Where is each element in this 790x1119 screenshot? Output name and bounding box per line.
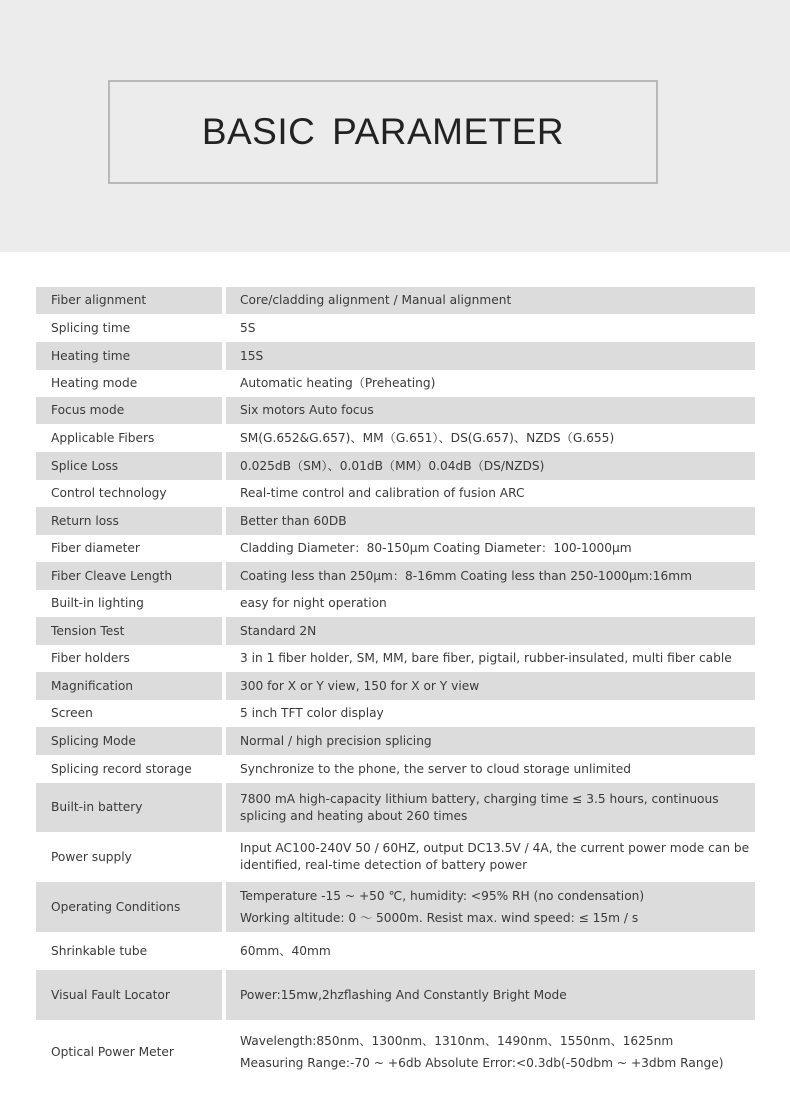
spec-value-lines (240, 761, 631, 778)
spec-label: Tension Test (36, 617, 222, 645)
spec-row (36, 424, 755, 452)
spec-value (226, 397, 755, 424)
spec-value-line: 7800 mA high-capacity lithium battery, charging time ≤ 3.5 hours, continuous splicing and heating about 260 times (240, 791, 719, 823)
spec-value-lines (240, 568, 692, 585)
spec-label: Splicing time (51, 320, 131, 335)
spec-value (226, 424, 755, 452)
spec-value (226, 755, 755, 783)
spec-value-line: Normal / high precision splicing (240, 733, 432, 748)
spec-value (226, 932, 755, 970)
spec-row (36, 727, 755, 755)
spec-row (36, 783, 755, 832)
spec-value (226, 645, 755, 672)
spec-value (226, 452, 755, 480)
spec-value-line: Six motors Auto focus (240, 403, 374, 417)
spec-table (36, 287, 755, 1085)
spec-row (36, 932, 755, 970)
spec-value-line: Synchronize to the phone, the server to cloud storage unlimited (240, 761, 632, 776)
spec-label: Applicable Fibers (51, 430, 155, 445)
spec-value-lines (240, 840, 753, 874)
spec-value-lines (240, 888, 644, 927)
spec-value-lines (240, 1033, 724, 1072)
spec-label: Shrinkable tube (51, 943, 148, 958)
spec-value (226, 370, 755, 397)
spec-label: Visual Fault Locator (36, 970, 222, 1020)
spec-label: Operating Conditions (36, 882, 222, 932)
spec-row (36, 370, 755, 397)
spec-value-lines (240, 733, 432, 750)
spec-row (36, 535, 755, 562)
spec-label: Splicing record storage (51, 761, 192, 776)
spec-row (36, 562, 755, 590)
spec-label: Magnification (36, 672, 222, 700)
spec-label: Fiber holders (51, 651, 130, 665)
spec-value-line: Working altitude: 0 ～ 5000m. Resist max. wind speed: ≤ 15m / s (240, 910, 639, 925)
spec-value-lines (240, 430, 614, 447)
spec-value-line: Power:15mw,2hzflashing And Constantly Bright Mode (240, 987, 567, 1002)
spec-row (36, 342, 755, 370)
spec-label: Splice Loss (36, 452, 222, 480)
spec-row (36, 452, 755, 480)
spec-value-line: Real-time control and calibration of fusion ARC (240, 486, 525, 500)
spec-value (226, 1020, 755, 1085)
spec-value-lines (240, 943, 331, 960)
spec-label: Splicing Mode (36, 727, 222, 755)
spec-value-line: 60mm、40mm (240, 943, 331, 958)
spec-row (36, 970, 755, 1020)
spec-value-line: Wavelength:850nm、1300nm、1310nm、1490nm、1550nm、1625nm (240, 1034, 674, 1048)
spec-label: Focus mode (36, 397, 222, 424)
spec-row (36, 287, 755, 314)
spec-row (36, 397, 755, 424)
spec-label: Control technology (51, 486, 167, 500)
spec-row (36, 480, 755, 507)
spec-row (36, 755, 755, 783)
spec-row (36, 617, 755, 645)
spec-value-line: easy for night operation (240, 596, 387, 610)
spec-value (226, 700, 755, 727)
spec-value-lines (240, 987, 567, 1004)
spec-value-lines (240, 791, 753, 825)
spec-value-lines (240, 705, 384, 722)
spec-value-line: SM(G.652&G.657)、MM（G.651）、DS(G.657)、NZDS（G.655) (240, 430, 615, 445)
spec-row (36, 590, 755, 617)
spec-label: Heating time (36, 342, 222, 370)
spec-value (226, 480, 755, 507)
spec-value-line: Better than 60DB (240, 513, 347, 528)
spec-value-lines (240, 348, 263, 365)
spec-row (36, 700, 755, 727)
spec-value (226, 562, 755, 590)
spec-value-lines (240, 402, 374, 419)
title-box (108, 80, 658, 184)
spec-row (36, 314, 755, 342)
spec-label: Power supply (51, 849, 132, 864)
spec-row (36, 507, 755, 535)
spec-value (226, 970, 755, 1020)
spec-value-lines (240, 678, 479, 695)
spec-value-lines (240, 595, 387, 612)
spec-value-line: 3 in 1 fiber holder, SM, MM, bare fiber, pigtail, rubber-insulated, multi fiber cable (240, 651, 732, 665)
spec-label: Fiber alignment (36, 287, 222, 314)
spec-value-line: Coating less than 250μm：8-16mm Coating less than 250-1000μm:16mm (240, 568, 692, 583)
spec-value-lines (240, 375, 435, 392)
spec-label: Return loss (36, 507, 222, 535)
spec-value-line: Temperature -15 ~ +50 ℃, humidity: <95% RH (no condensation) (240, 888, 645, 903)
spec-label: Built-in lighting (51, 596, 144, 610)
spec-value-lines (240, 292, 511, 309)
spec-value-line: 15S (240, 348, 264, 363)
spec-value-lines (240, 320, 256, 337)
spec-label: Heating mode (51, 376, 138, 390)
spec-value-lines (240, 650, 732, 667)
spec-row (36, 832, 755, 882)
spec-label: Built-in battery (36, 783, 222, 832)
spec-value (226, 672, 755, 700)
spec-value-line: Cladding Diameter：80-150μm Coating Diameter：100-1000μm (240, 541, 632, 555)
spec-value-line: Standard 2N (240, 623, 317, 638)
spec-value-line: 300 for X or Y view, 150 for X or Y view (240, 678, 480, 693)
spec-value-line: 0.025dB（SM）、0.01dB（MM）0.04dB（DS/NZDS) (240, 458, 545, 473)
spec-label: Screen (51, 706, 93, 720)
spec-value-line: Input AC100-240V 50 / 60HZ, output DC13.5V / 4A, the current power mode can be identified, real-time detection of battery power (240, 841, 750, 872)
spec-label: Fiber diameter (51, 541, 140, 555)
spec-value-line: 5 inch TFT color display (240, 706, 384, 720)
spec-value-line: Core/cladding alignment / Manual alignment (240, 293, 512, 307)
spec-value (226, 882, 755, 932)
spec-label: Fiber Cleave Length (36, 562, 222, 590)
spec-value (226, 535, 755, 562)
spec-value-line: Measuring Range:-70 ~ +6db Absolute Error:<0.3db(-50dbm ~ +3dbm Range) (240, 1056, 724, 1070)
spec-value-line: Automatic heating（Preheating) (240, 376, 436, 390)
spec-value (226, 832, 755, 882)
spec-value (226, 727, 755, 755)
spec-value (226, 342, 755, 370)
spec-row (36, 1020, 755, 1085)
spec-label: Optical Power Meter (51, 1045, 174, 1059)
spec-value (226, 314, 755, 342)
spec-value-lines (240, 458, 544, 475)
spec-row (36, 672, 755, 700)
spec-value (226, 590, 755, 617)
spec-value-lines (240, 540, 632, 557)
header-banner (0, 0, 790, 252)
spec-value-lines (240, 623, 316, 640)
spec-row (36, 882, 755, 932)
spec-value (226, 617, 755, 645)
spec-value-line: 5S (240, 320, 256, 335)
spec-value (226, 507, 755, 535)
spec-value-lines (240, 485, 525, 502)
spec-value (226, 287, 755, 314)
page-title: BASIC PARAMETER (201, 111, 565, 152)
spec-value (226, 783, 755, 832)
spec-value-lines (240, 513, 347, 530)
spec-row (36, 645, 755, 672)
